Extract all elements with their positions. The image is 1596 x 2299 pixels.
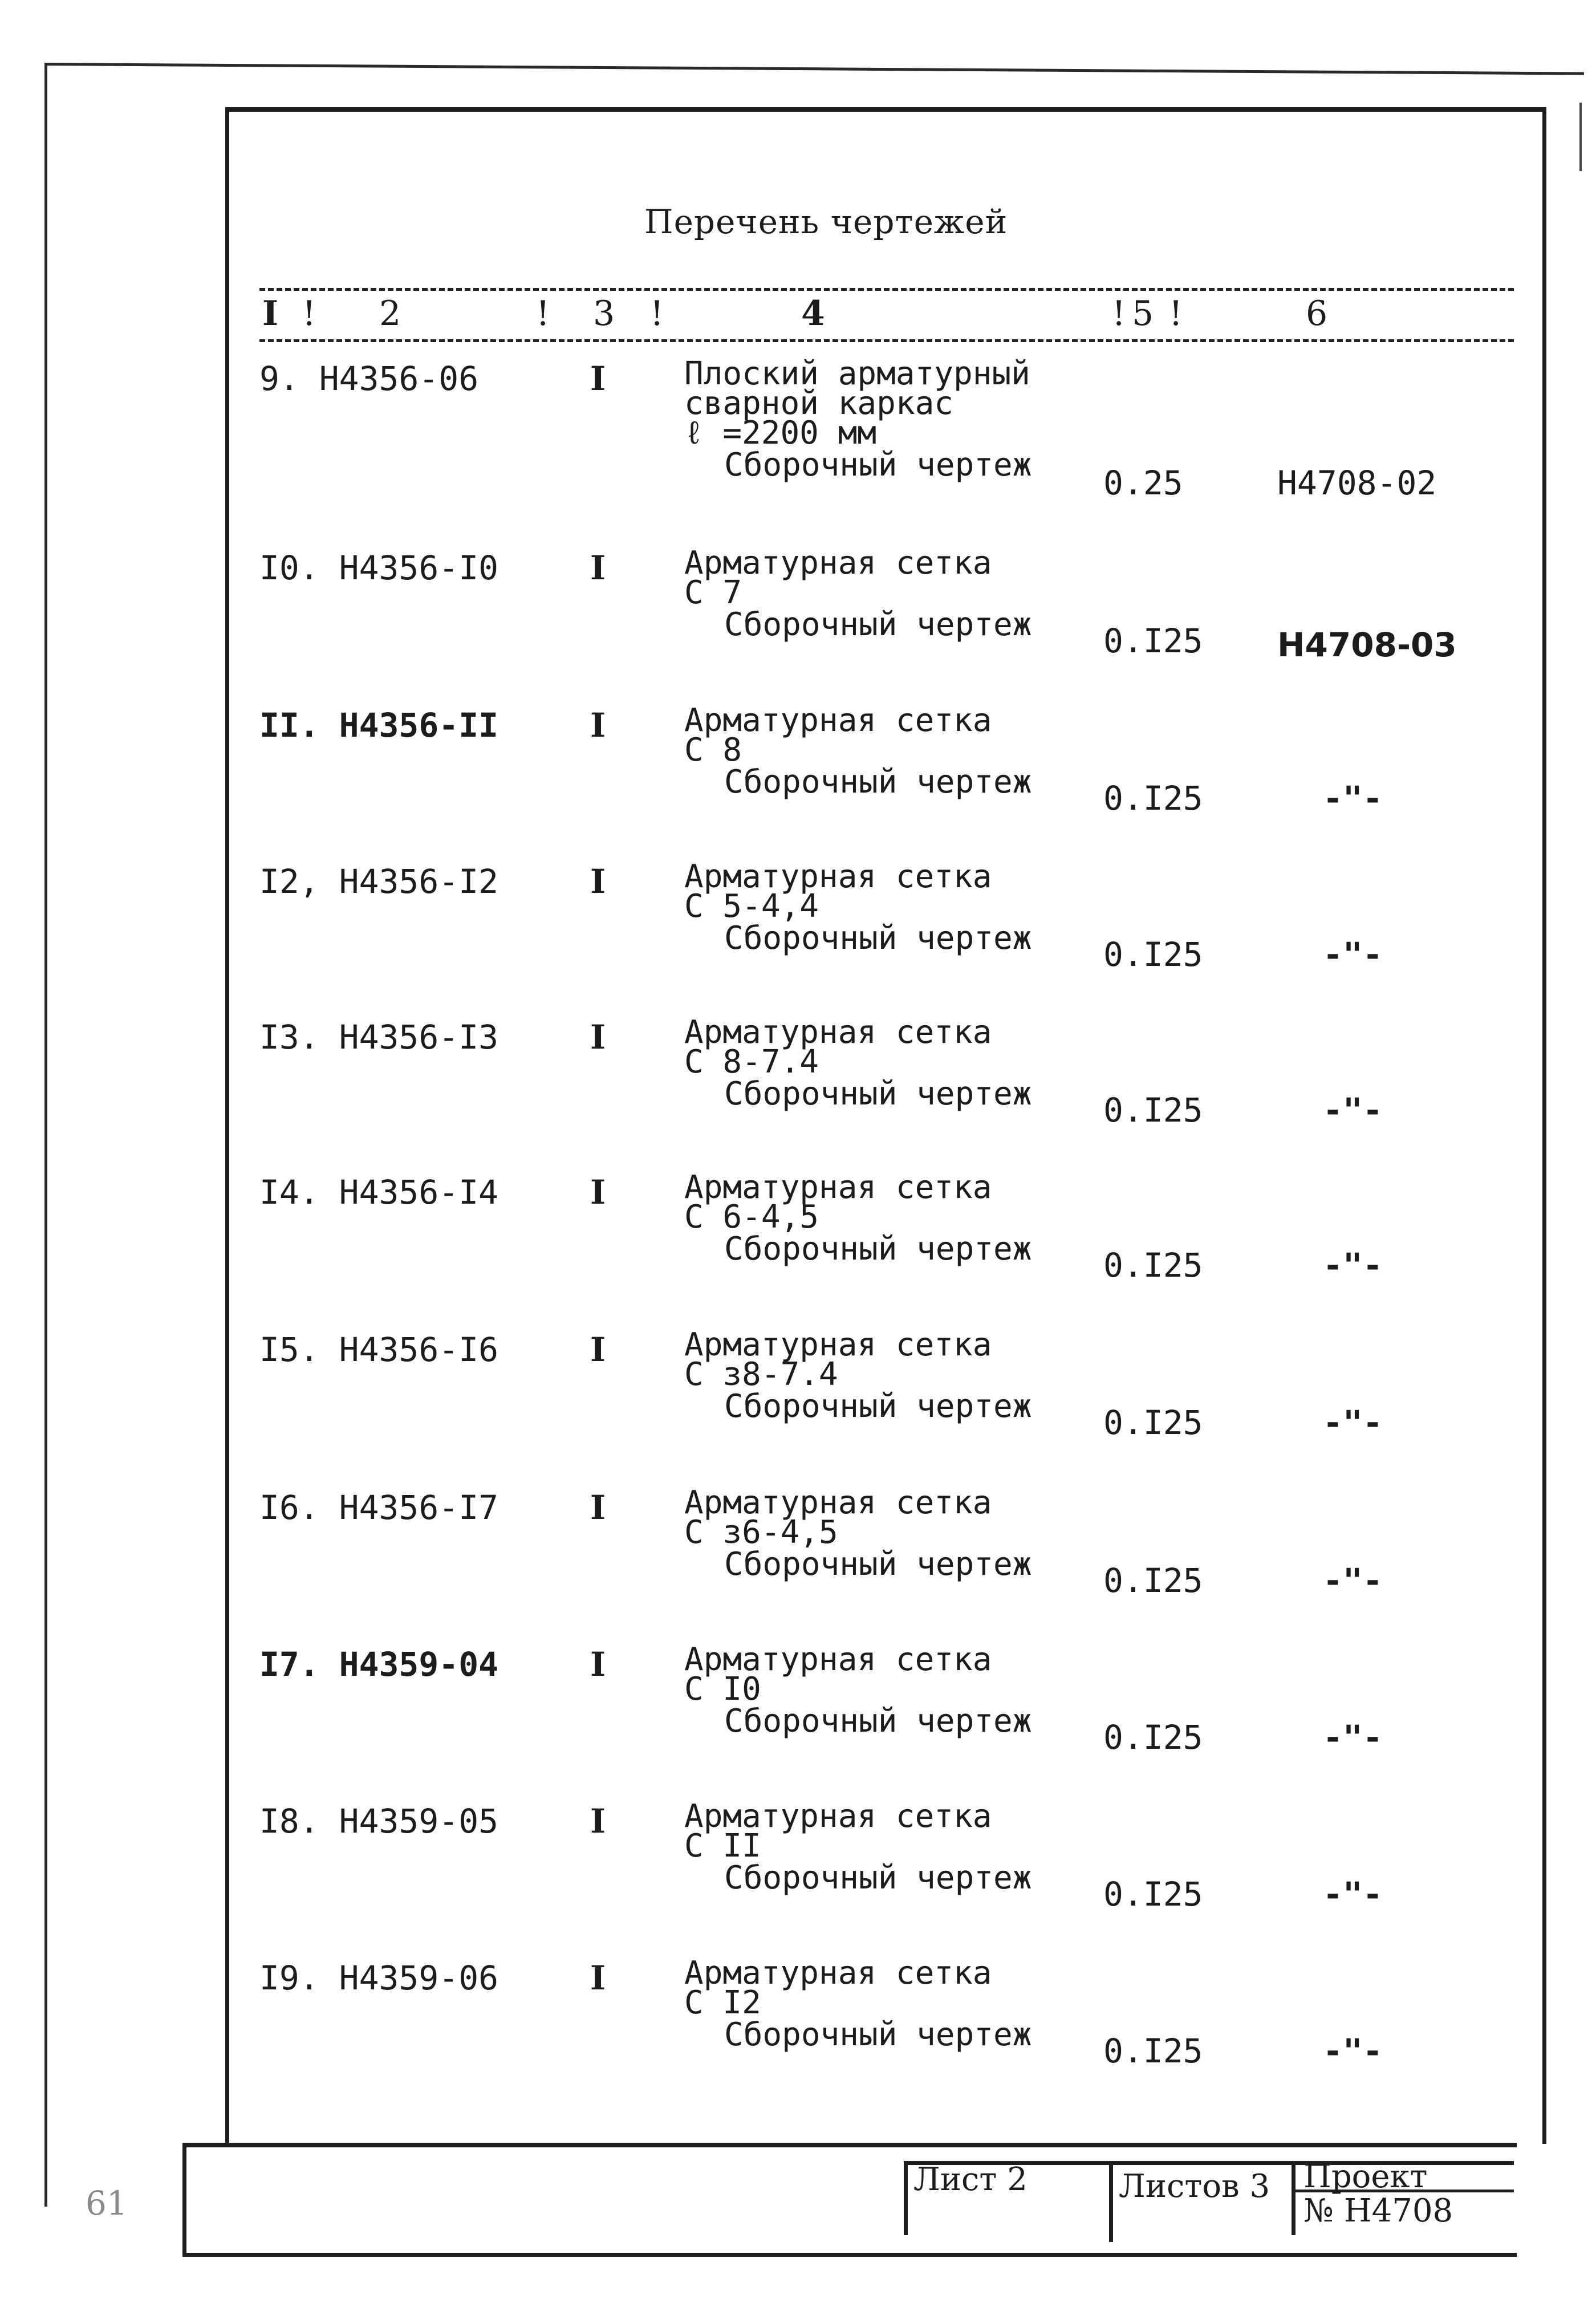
title-line-1: Арматурная сетка (684, 858, 992, 895)
sheet-count: I (590, 706, 606, 745)
sheet-count: I (590, 359, 606, 398)
title-line-1: Арматурная сетка (684, 1798, 992, 1835)
header-col-5: 5 (1132, 294, 1154, 334)
header-sep-1: ! (302, 294, 316, 334)
format-value: 0.I25 (1103, 935, 1203, 974)
title-line-2: С 8 (684, 732, 742, 769)
header-col-4: 4 (801, 294, 825, 334)
title-line-2: С 6-4,5 (684, 1199, 819, 1236)
sheet-count: I (590, 1330, 606, 1369)
title-line-1: Арматурная сетка (684, 1169, 992, 1206)
drawing-title (684, 1484, 1032, 1583)
drawing-number: I4. Н4356-I4 (259, 1173, 499, 1212)
margin-page-number: 61 (86, 2184, 128, 2223)
sheet-count: I (590, 862, 606, 901)
title-line-2: С 5-4,4 (684, 888, 819, 925)
sheet-edge-top (44, 63, 1584, 75)
title-line-2: С 8-7.4 (684, 1043, 819, 1081)
header-dash-top (259, 288, 1514, 291)
note-value: -"- (1323, 1875, 1383, 1914)
title-line-1: Арматурная сетка (684, 1955, 992, 1992)
title-line-1: Арматурная сетка (684, 1014, 992, 1051)
drawing-title (684, 1955, 1032, 2053)
format-value: 0.I25 (1103, 1246, 1203, 1285)
drawing-number: I5. Н4356-I6 (259, 1330, 499, 1369)
title-line-2: С I2 (684, 1984, 761, 2021)
title-line-2: С I0 (684, 1671, 761, 1708)
format-value: 0.I25 (1103, 779, 1203, 818)
stamp-project-number: № Н4708 (1303, 2192, 1453, 2229)
stamp-sheets-cell (1109, 2161, 1301, 2242)
stamp-project-cell (1292, 2158, 1526, 2235)
sheet-count: I (590, 549, 606, 587)
drawing-number: I6. Н4356-I7 (259, 1488, 499, 1527)
note-value: Н4708-02 (1277, 464, 1437, 502)
drawing-number: I3. Н4356-I3 (259, 1018, 499, 1057)
sheet-count: I (590, 1018, 606, 1057)
title-line-1: Арматурная сетка (684, 1326, 992, 1363)
stamp-sheets: Листов 3 (1119, 2168, 1270, 2205)
sheet-count: I (590, 1488, 606, 1527)
drawing-title (684, 545, 1032, 643)
drawing-number: II. Н4356-II (259, 706, 499, 745)
stamp-project-divider (1294, 2190, 1514, 2192)
title-subline: Сборочный чертеж (724, 1388, 1032, 1425)
title-line-2: сварной каркас (684, 385, 954, 422)
sheet-count: I (590, 1645, 606, 1684)
title-subline: Сборочный чертеж (724, 1075, 1032, 1112)
format-value: 0.I25 (1103, 1561, 1203, 1600)
drawing-title (684, 702, 1032, 801)
header-sep-4: ! (1112, 294, 1126, 334)
format-value: 0.I25 (1103, 1403, 1203, 1442)
drawing-number: I7. Н4359-04 (259, 1645, 499, 1684)
drawing-number: 9. Н4356-06 (259, 359, 479, 398)
title-subline: Сборочный чертеж (724, 920, 1032, 957)
note-value: Н4708-03 (1277, 625, 1457, 664)
format-value: 0.25 (1103, 464, 1183, 502)
drawing-title (684, 1798, 1032, 1896)
note-value: -"- (1323, 2032, 1383, 2070)
note-value: -"- (1323, 1246, 1383, 1285)
format-value: 0.I25 (1103, 1091, 1203, 1130)
title-line-2: С 7 (684, 574, 742, 611)
note-value: -"- (1323, 935, 1383, 974)
title-subline: Сборочный чертеж (724, 1546, 1032, 1583)
drawing-title (684, 1326, 1032, 1425)
format-value: 0.I25 (1103, 2032, 1203, 2070)
title-subline: Сборочный чертеж (724, 606, 1032, 643)
title-subline: Сборочный чертеж (724, 763, 1032, 801)
title-subline: Сборочный чертеж (724, 1230, 1032, 1268)
sheet-count: I (590, 1959, 606, 1997)
title-line-1: Плоский арматурный (684, 355, 1030, 392)
drawing-title (684, 1014, 1032, 1112)
drawing-number: I0. Н4356-I0 (259, 549, 499, 587)
title-line-3: ℓ =2200 мм (684, 415, 877, 452)
title-line-1: Арматурная сетка (684, 545, 992, 582)
sheet-edge-mark (1579, 103, 1582, 171)
header-col-3: 3 (593, 294, 615, 334)
note-value: -"- (1323, 1091, 1383, 1130)
note-value: -"- (1323, 1718, 1383, 1757)
title-line-2: С з6-4,5 (684, 1514, 838, 1551)
drawing-title (684, 858, 1032, 957)
note-value: -"- (1323, 1403, 1383, 1442)
drawing-number: I2, Н4356-I2 (259, 862, 499, 901)
drawing-title (684, 1641, 1032, 1740)
header-col-2: 2 (379, 294, 401, 334)
sheet-count: I (590, 1802, 606, 1841)
header-dash-bottom (259, 339, 1514, 342)
drawing-title (684, 1169, 1032, 1268)
title-line-2: С II (684, 1827, 761, 1865)
stamp-sheet-cell (904, 2161, 1119, 2235)
sheet-edge-left (44, 63, 47, 2207)
stamp-sheet: Лист 2 (913, 2161, 1028, 2198)
title-line-1: Арматурная сетка (684, 702, 992, 739)
title-subline: Сборочный чертеж (724, 446, 1032, 484)
title-line-2: С з8-7.4 (684, 1356, 838, 1393)
title-line-1: Арматурная сетка (684, 1484, 992, 1521)
title-line-1: Арматурная сетка (684, 1641, 992, 1678)
drawing-title (684, 355, 1032, 484)
note-value: -"- (1323, 1561, 1383, 1600)
stamp-project-label: Проект (1303, 2158, 1428, 2195)
format-value: 0.I25 (1103, 622, 1203, 660)
page-title: Перечень чертежей (644, 202, 1008, 241)
title-subline: Сборочный чертеж (724, 2016, 1032, 2053)
header-sep-3: ! (650, 294, 664, 334)
sheet-count: I (590, 1173, 606, 1212)
header-sep-2: ! (536, 294, 550, 334)
note-value: -"- (1323, 779, 1383, 818)
drawing-number: I9. Н4359-06 (259, 1959, 499, 1997)
header-col-6: 6 (1306, 294, 1328, 334)
format-value: 0.I25 (1103, 1875, 1203, 1914)
drawing-number: I8. Н4359-05 (259, 1802, 499, 1841)
format-value: 0.I25 (1103, 1718, 1203, 1757)
title-subline: Сборочный чертеж (724, 1703, 1032, 1740)
header-col-1: I (262, 294, 279, 334)
header-sep-5: ! (1169, 294, 1183, 334)
title-subline: Сборочный чертеж (724, 1859, 1032, 1896)
